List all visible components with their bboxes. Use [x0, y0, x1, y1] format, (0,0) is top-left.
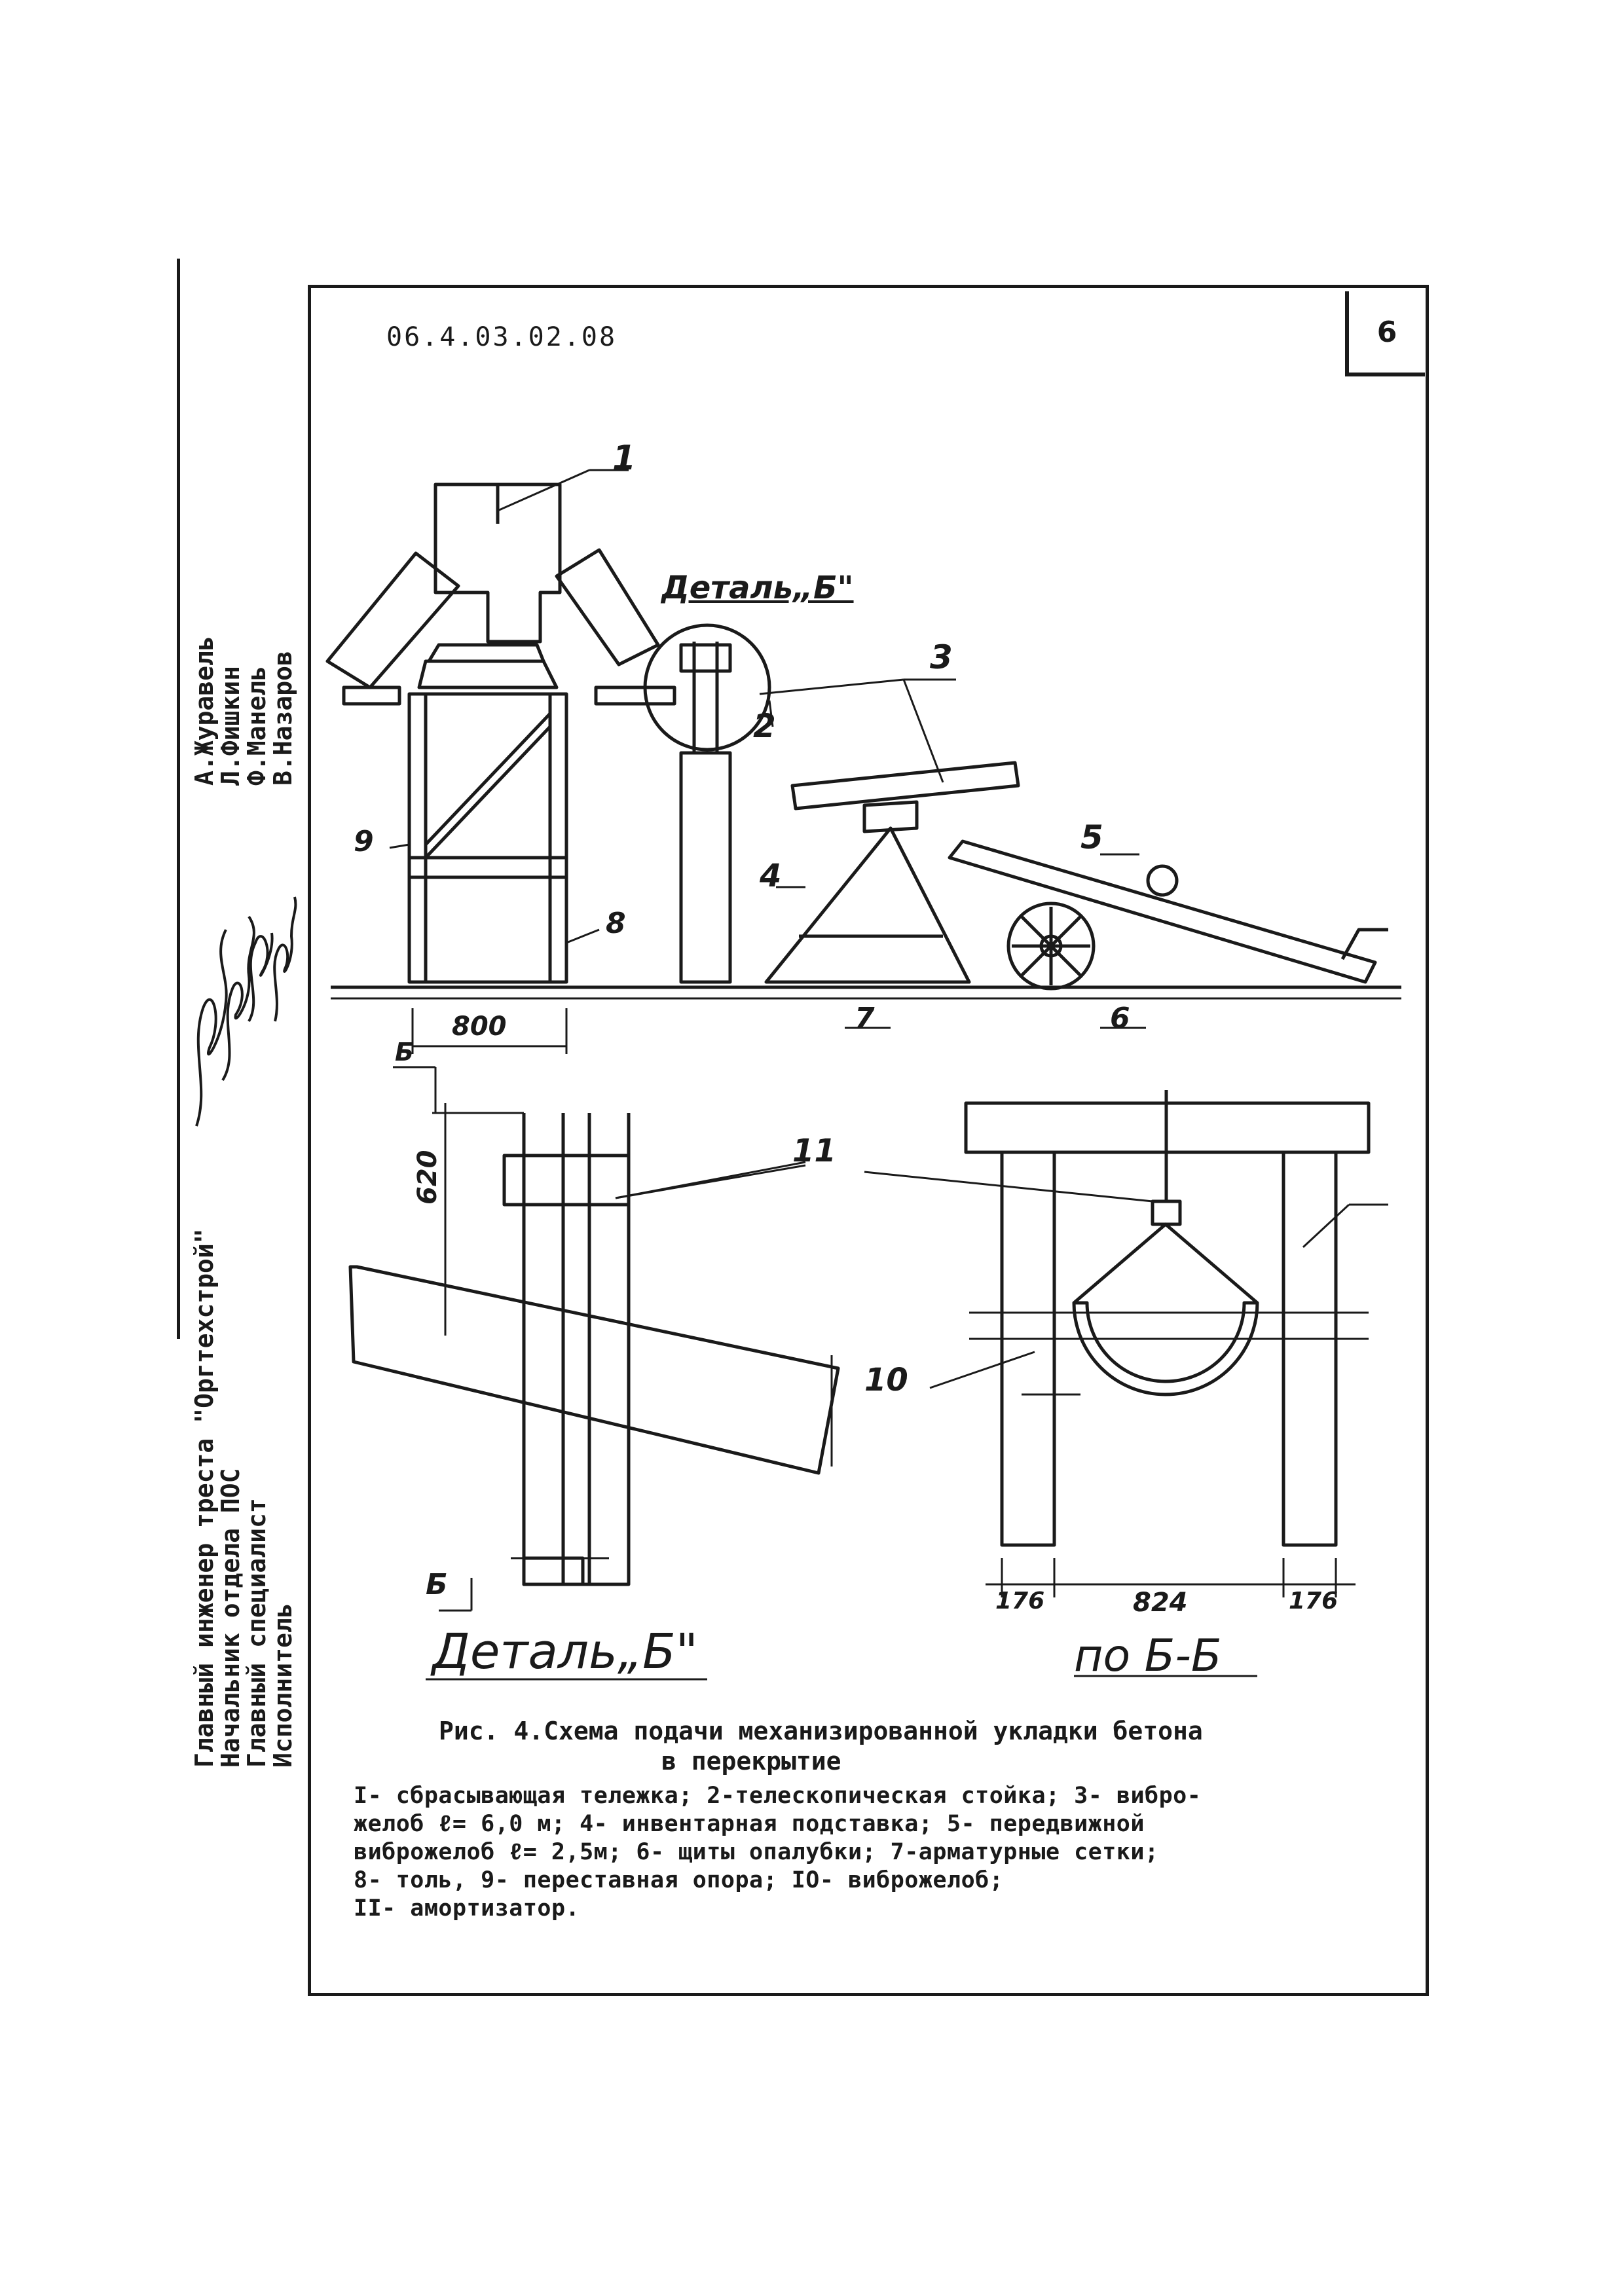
- callout-2: 2: [753, 707, 776, 745]
- approval-name-4: В.Назаров: [268, 651, 297, 786]
- callout-9: 9: [354, 825, 374, 858]
- approval-title-2: Начальник отдела ПОС: [216, 1468, 245, 1768]
- callout-3: 3: [930, 638, 953, 676]
- dim-620: 620: [413, 1150, 443, 1205]
- figure-caption-line2: в перекрытие: [661, 1747, 841, 1776]
- section-right-post: [1283, 1152, 1336, 1545]
- dim-176-left: 176: [995, 1588, 1045, 1614]
- approval-name-1: А.Журавель: [190, 636, 219, 786]
- approval-title-3: Главный специалист: [242, 1498, 271, 1768]
- callout-5: 5: [1080, 818, 1103, 856]
- callout-4: 4: [760, 858, 782, 894]
- page-number: 6: [1345, 291, 1425, 376]
- dim-800: 800: [452, 1011, 507, 1042]
- telescopic-post: [681, 753, 730, 982]
- detail-posts: [524, 1113, 589, 1584]
- section-mark-top: Б: [395, 1038, 414, 1066]
- callout-8: 8: [606, 907, 626, 940]
- dim-176-right: 176: [1289, 1588, 1338, 1614]
- section-mark-bottom: Б: [426, 1568, 448, 1601]
- callout-11: 11: [792, 1133, 836, 1169]
- section-left-post: [1002, 1152, 1054, 1545]
- right-chute: [557, 550, 658, 665]
- section-title: по Б-Б: [1074, 1630, 1222, 1682]
- approval-name-3: Ф.Манель: [242, 665, 271, 786]
- approval-name-2: Л.Фишкин: [216, 665, 245, 786]
- figure-caption-line1: Рис. 4.Схема подачи механизированной укладки бетона: [439, 1717, 1203, 1745]
- approval-title-1: Главный инженер треста "Оргтехстрой": [190, 1228, 219, 1768]
- callout-7: 7: [855, 1002, 875, 1035]
- callout-1: 1: [612, 439, 637, 478]
- legend-text: I- сбрасывающая тележка; 2-телескопическая стойка; 3- вибро- желоб ℓ= 6,0 м; 4- инвентарная подставка; 5- передвижной виброжелоб ℓ= 2,5м; 6- щиты опалубки; 7-арматурные сетки; 8- толь, 9- переставная опора; IO- виброжелоб; II- амортизатор.: [354, 1783, 1202, 1922]
- detail-chute: [350, 1267, 838, 1473]
- left-chute: [327, 553, 458, 687]
- mobile-chute: [950, 841, 1375, 982]
- dim-824: 824: [1133, 1588, 1188, 1618]
- stand-4: [766, 828, 969, 982]
- section-chute-ring: [1074, 1303, 1257, 1394]
- detail-title: Деталь„Б": [432, 1624, 698, 1680]
- callout-6: 6: [1110, 1002, 1130, 1035]
- approval-title-4: Исполнитель: [268, 1603, 297, 1768]
- callout-10: 10: [864, 1362, 908, 1398]
- document-number: 06.4.03.02.08: [386, 322, 618, 352]
- detail-callout-label: Деталь„Б": [661, 570, 854, 606]
